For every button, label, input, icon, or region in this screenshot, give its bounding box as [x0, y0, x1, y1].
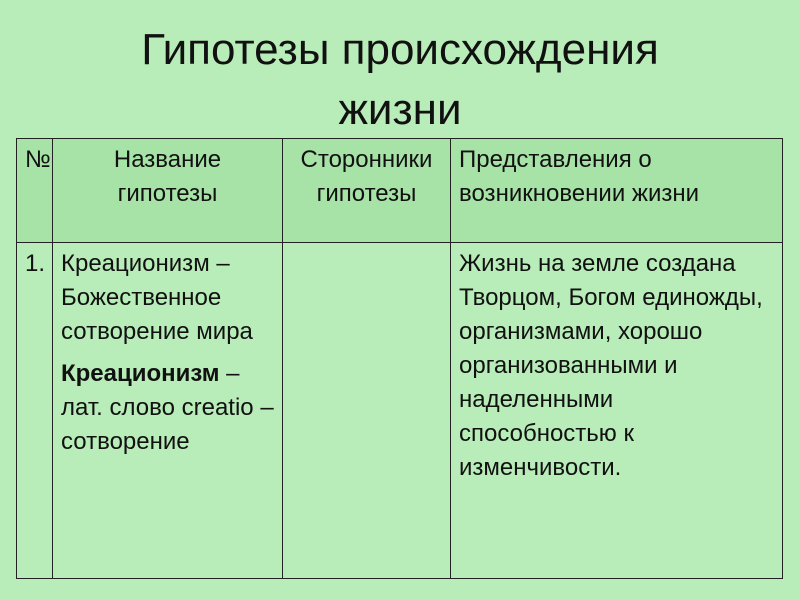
hypothesis-name-text: Креационизм – Божественное сотворение мира	[61, 250, 253, 345]
slide-title-line1: Гипотезы происхождения	[141, 25, 659, 74]
table-header-row	[17, 139, 783, 243]
cell-supporters	[283, 243, 451, 579]
header-hypothesis-name: Название гипотезы	[53, 139, 283, 243]
cell-hypothesis-name	[53, 243, 283, 579]
hypothesis-etymology: – лат. слово creatio – сотворение	[61, 360, 274, 455]
slide-title	[0, 20, 800, 140]
table-row	[17, 243, 783, 579]
cell-number: 1.	[17, 243, 53, 579]
header-representations: Представления о возникновении жизни	[451, 139, 783, 243]
header-supporters: Сторонники гипотезы	[283, 139, 451, 243]
header-number: №	[17, 139, 53, 243]
hypothesis-term-note	[61, 357, 274, 459]
slide-title-line2: жизни	[338, 85, 462, 134]
hypotheses-table	[16, 138, 783, 579]
cell-representations: Жизнь на земле создана Творцом, Богом единожды, организмами, хорошо организованными и наделенными способностью к изменчивости.	[451, 243, 783, 579]
hypothesis-term: Креационизм	[61, 360, 220, 387]
